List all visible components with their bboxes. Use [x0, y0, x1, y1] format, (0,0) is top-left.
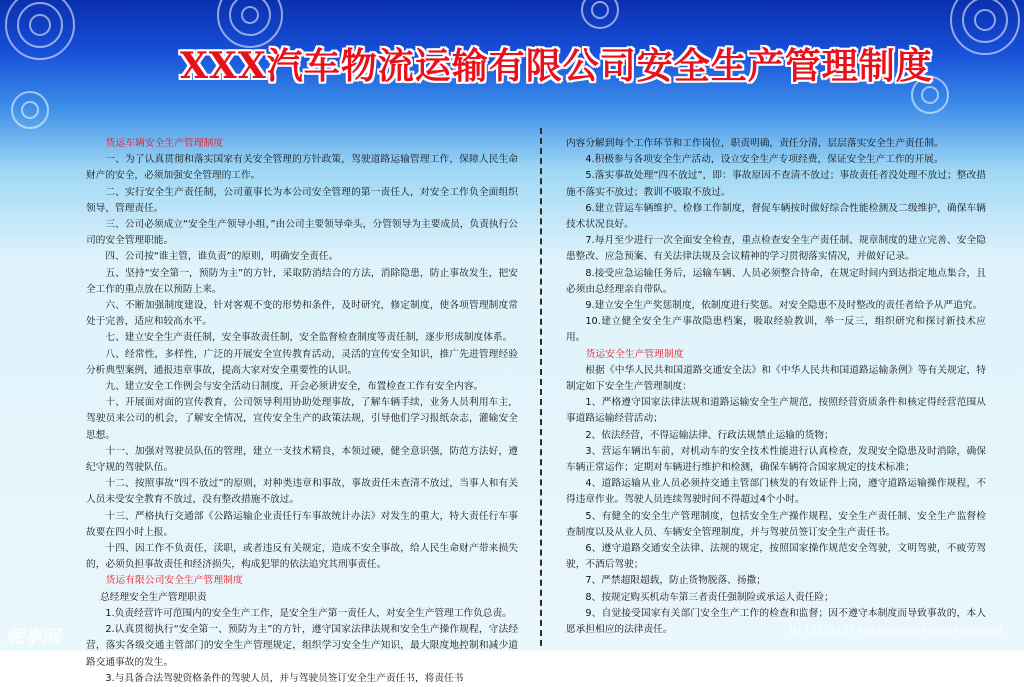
paragraph: 5.落实事故处理“四不放过”，即：事故原因不查清不放过；事故责任者没处理不放过；整改措施不落实不放过；教训不吸取不放过。: [566, 170, 986, 198]
paragraph: 3.与具备合法驾驶资格条件的驾驶人员，并与驾驶员签订安全生产责任书，将责任书: [105, 672, 464, 684]
paragraph: 7、严禁超限超载，防止货物脱落、扬撒；: [585, 575, 766, 587]
paragraph: 9、自觉接受国家有关部门安全生产工作的检查和监督；因不遵守本制度而导致事故的，本人愿承担相应的法律责任。: [566, 607, 986, 636]
section-title: 货运车辆安全生产管理制度: [105, 138, 224, 149]
paragraph: 6.建立营运车辆维护、检修工作制度，督促车辆按时做好综合性能检测及二级维护，确保车辆技术状况良好。: [566, 202, 986, 231]
paragraph: 三、公司必须成立“安全生产领导小组，”由公司主要领导牵头，分管领导为主要成员，负责执行公司的安全管理职能。: [86, 219, 518, 247]
paragraph: 九、建立安全工作例会与安全活动日制度，开会必须讲安全，布置检查工作有安全内容。: [105, 381, 484, 393]
paragraph: 8、按规定购买机动车第三者责任强制险或承运人责任险；: [585, 591, 834, 603]
paragraph: 2.认真贯彻执行“安全第一、预防为主”的方针，遵守国家法律法规和安全生产操作规程，守法经营，落实各级交通主管部门的安全生产管理规定，组织学习安全生产知识，最大限度地控制和减少道路交通事故的发生。: [86, 624, 518, 668]
paragraph: 2、依法经营，不得运输法律、行政法规禁止运输的货物；: [585, 429, 834, 441]
paragraph: 十一、加强对驾驶员队伍的管理，建立一支技术精良，本领过硬，健全意识强，防范方法好，遵纪守规的驾驶队伍。: [86, 445, 518, 474]
paragraph: 十四、因工作不负责任，渎职，或者违反有关规定，造成不安全事故，给人民生命财产带来损失的，必须负担事故责任和经济损失，构成犯罪的依法追究其刑事责任。: [86, 543, 518, 571]
paragraph: 一、为了认真贯彻和落实国家有关安全管理的方针政策，驾驶道路运输管理工作，保障人民生命财产的安全，必须加强安全管理的工作。: [86, 154, 518, 182]
paragraph: 根据《中华人民共和国道路交通安全法》和《中华人民共和国道路运输条例》等有关规定，特制定如下安全生产管理制度：: [566, 364, 986, 393]
paragraph: 八、经常性，多样性，广泛的开展安全宣传教育活动，灵活的宣传安全知识，推广先进管理经验分析典型案例，通报违章事故，提高大家对安全重要性的认识。: [86, 348, 518, 376]
paragraph: 四、公司按“谁主管，谁负责”的原则，明确安全责任。: [105, 251, 339, 263]
paragraph: 9.建立安全生产奖惩制度，依制度进行奖惩。对安全隐患不及时整改的责任者给予从严追究。: [585, 300, 983, 312]
paragraph: 3、营运车辆出车前，对机动车的安全技术性能进行认真检查，发现安全隐患及时消除，确保车辆正常运作；定期对车辆进行维护和检测，确保车辆符合国家规定的技术标准；: [566, 445, 986, 474]
watermark-logo: 昵享网: [6, 627, 60, 648]
paragraph: 十三、严格执行交通部《公路运输企业责任行车事故统计办法》对发生的重大，特大责任行车事故要在四小时上报。: [86, 510, 518, 538]
paragraph: 6、遵守道路交通安全法律、法规的规定，按照国家操作规范安全驾驶，文明驾驶，不疲劳驾驶，不酒后驾驶；: [566, 543, 986, 571]
paragraph: 五、坚持“安全第一，预防为主”的方针，采取防消结合的方法，消除隐患，防止事故发生，把安全工作的重点放在以预防上来。: [86, 267, 518, 295]
section-title: 货运有限公司安全生产管理制度: [105, 575, 243, 587]
paragraph: 内容分解到每个工作环节和工作岗位，职责明确，责任分清，层层落实安全生产责任制。: [566, 138, 944, 149]
paragraph: 8.接受应急运输任务后，运输车辆、人员必须整合待命，在规定时间内到达指定地点集合，且必须由总经理亲自带队。: [566, 267, 986, 295]
paragraph: 4、道路运输从业人员必须持交通主管部门核发的有效证件上岗，遵守道路运输操作规程，不得违章作业。驾驶人员连续驾驶时间不得超过4个小时。: [566, 478, 986, 506]
paragraph: 1.负责经营许可范围内的安全生产工作，是安全生产第一责任人，对安全生产管理工作负总责。: [105, 607, 512, 619]
paragraph: 7.每月至少进行一次全面安全检查，重点检查安全生产责任制、规章制度的建立完善、安全隐患整改、应急预案、有关法律法规及会议精神的学习贯彻落实情况，并做好记录。: [566, 235, 986, 263]
paragraph: 六、不断加强制度建设，针对客观不变的形势和条件，及时研究，修定制度，使各项管理制度常处于完善，适应和较高水平。: [86, 300, 518, 328]
left-column: [86, 136, 518, 687]
watermark-id: ID:13232133 NO:20200904090546836001: [790, 626, 1004, 637]
paragraph: 4.积极参与各项安全生产活动，设立安全生产专项经费，保证安全生产工作的开展。: [585, 154, 944, 166]
paragraph: 十二、按照事故“四不放过”的原则，对种类违章和事故，事故责任未查清不放过，当事人和有关人员未受安全教育不放过，没有整改措施不放过。: [86, 478, 518, 506]
paragraph: 1、严格遵守国家法律法规和道路运输安全生产规范，按照经营资质条件和核定得经营范围从事道路运输经营活动；: [566, 397, 986, 425]
section-title: 货运安全生产管理制度: [585, 348, 684, 360]
paragraph: 十、开展面对面的宣传教育，公司领导利用协助处理事故，了解车辆手续，业务人员利用车主，驾驶员来公司的机会，了解安全情况，宣传安全生产的政策法规，引导他们学习报纸杂志，灌输安全思想。: [86, 397, 518, 441]
right-column: [566, 136, 986, 638]
page-title: XXX汽车物流运输有限公司安全生产管理制度: [180, 45, 933, 87]
column-divider: [540, 128, 542, 646]
paragraph: 二、实行安全生产责任制，公司董事长为本公司安全管理的第一责任人，对安全工作负全面组织领导，管理责任。: [86, 186, 518, 214]
paragraph: 5、有健全的安全生产管理制度，包括安全生产操作规程、安全生产责任制、安全生产监督检查制度以及从业人员、车辆安全管理制度，并与驾驶员签订安全生产责任书。: [566, 510, 986, 538]
sub-title: 总经理安全生产管理职责: [100, 591, 207, 603]
paragraph: 10.建立健全安全生产事故隐患档案，吸取经验教训，举一反三，组织研究和探讨新技术应用。: [566, 316, 986, 344]
paragraph: 七、建立安全生产责任制，安全事故责任制，安全监督检查制度等责任制，逐步形成制度体系。: [105, 332, 513, 344]
